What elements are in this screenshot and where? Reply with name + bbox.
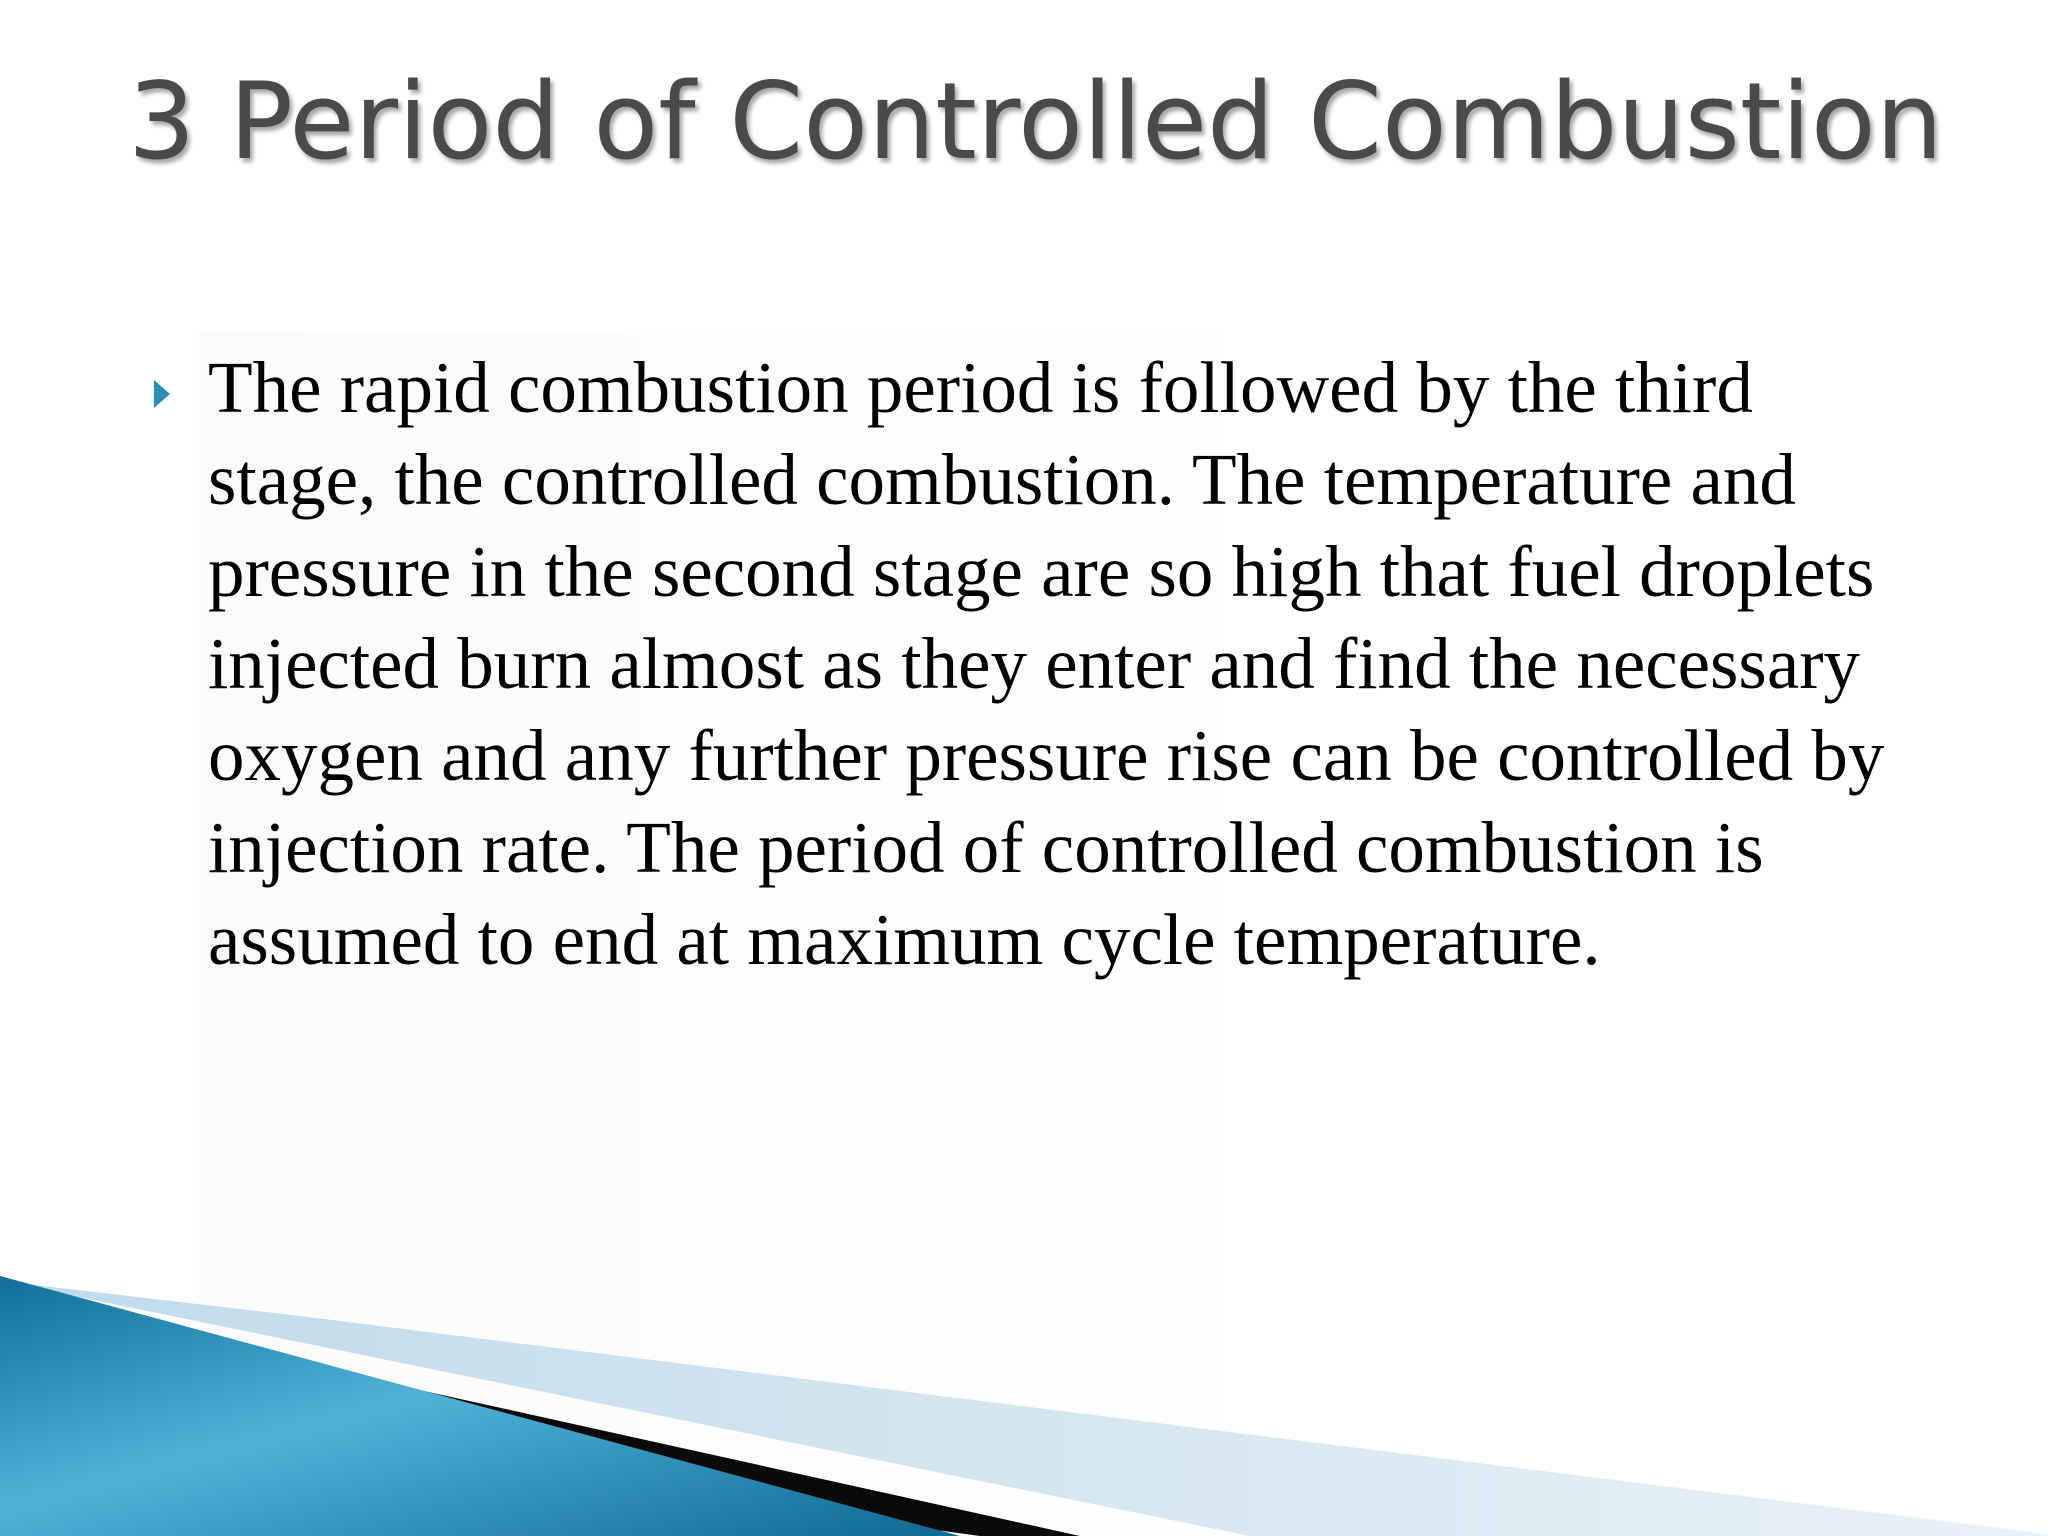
bullet-text: The rapid combustion period is followed by the third stage, the controlled combustion. The temperature and pressure in the second stage are so high that fuel droplets injected burn almost as they enter and find the necessary oxygen and any further pressure rise can be controlled by injection rate. The period of controlled combustion is assumed to end at maximum cycle temperature. [208,347,1885,980]
corner-decoration [0,1276,2048,1536]
slide-title: 3 Period of Controlled Combustion [128,60,1943,183]
bullet-item [150,342,1930,986]
triangle-bullet-icon [154,380,170,408]
bullet-list [150,342,1930,986]
